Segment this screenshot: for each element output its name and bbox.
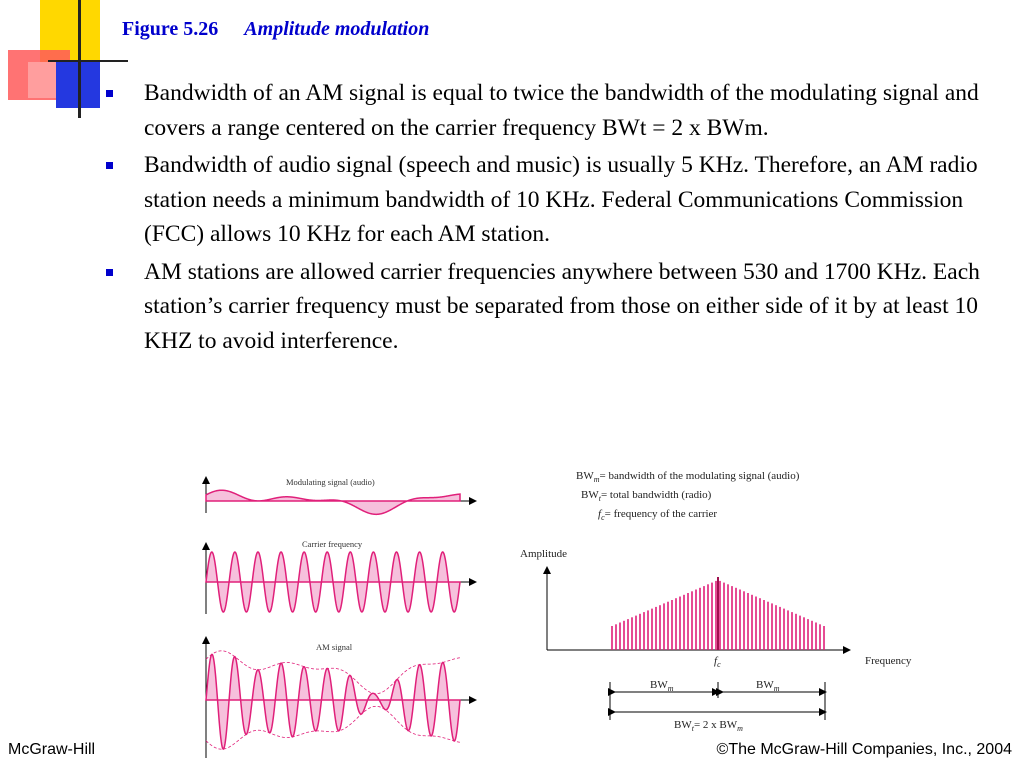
carrier-wave bbox=[206, 552, 460, 612]
bullet-text: Bandwidth of audio signal (speech and music) is usually 5 KHz. Therefore, an AM radio station needs a minimum bandwidth of 10 KHz. Federal Communications Commission (FCC) allows 10 KHz for each AM station. bbox=[144, 152, 978, 247]
am-spectrum-lines bbox=[612, 577, 824, 650]
legend-fc-text: = frequency of the carrier bbox=[604, 508, 718, 520]
bullet-square-icon bbox=[106, 162, 113, 169]
legend-bwm-symbol: BW bbox=[576, 470, 594, 482]
bwm-right-symbol: BW bbox=[756, 679, 774, 691]
fc-subscript: c bbox=[717, 660, 721, 669]
footer-copyright: ©The McGraw-Hill Companies, Inc., 2004 bbox=[716, 741, 1012, 758]
bullet-item bbox=[104, 148, 1004, 252]
bwt-subscript: t bbox=[691, 724, 694, 733]
bwt-equation-subscript: m bbox=[737, 724, 743, 733]
modulating-signal-wave bbox=[206, 490, 460, 514]
bwt-label bbox=[674, 719, 743, 733]
bullet-item bbox=[104, 76, 1004, 145]
bwm-right-label bbox=[756, 679, 780, 693]
legend-fc-symbol: f bbox=[598, 508, 602, 520]
bwt-symbol: BW bbox=[674, 719, 692, 731]
modulating-signal-label: Modulating signal (audio) bbox=[286, 477, 375, 487]
figure-number: Figure 5.26 bbox=[122, 18, 219, 40]
bwm-left-label bbox=[650, 679, 674, 693]
legend-bwt-symbol: BW bbox=[581, 489, 599, 501]
x-axis-label: Frequency bbox=[865, 655, 912, 667]
bullet-text: Bandwidth of an AM signal is equal to twice the bandwidth of the modulating signal and covers a range centered on the carrier frequency BWt = 2 x BWm. bbox=[144, 80, 979, 141]
bullet-text: AM stations are allowed carrier frequencies anywhere between 530 and 1700 KHz. Each station’s carrier frequency must be separated from those on either side of it by at least 10 KHZ to avoid interference. bbox=[144, 258, 980, 354]
legend-bwm-text: = bandwidth of the modulating signal (audio) bbox=[599, 470, 800, 482]
am-time-domain-figure bbox=[198, 468, 478, 760]
legend-fc bbox=[598, 508, 717, 522]
legend-bwt-text: = total bandwidth (radio) bbox=[600, 489, 712, 501]
legend-fc-subscript: c bbox=[601, 513, 605, 522]
legend-bwt bbox=[581, 489, 712, 503]
legend-bwt-subscript: t bbox=[598, 494, 601, 503]
carrier-frequency-label: Carrier frequency bbox=[302, 539, 363, 549]
slide-title bbox=[122, 18, 429, 41]
bullet-square-icon bbox=[106, 90, 113, 97]
carrier-frequency-tick-label bbox=[714, 655, 721, 669]
fc-symbol: f bbox=[714, 655, 718, 667]
bwm-left-symbol: BW bbox=[650, 679, 668, 691]
bullet-list bbox=[104, 76, 1004, 361]
legend-bwm bbox=[576, 470, 800, 484]
bwm-left-subscript: m bbox=[667, 684, 674, 693]
bwt-equation: = 2 x BW bbox=[693, 719, 738, 731]
legend-bwm-subscript: m bbox=[593, 475, 600, 484]
bwm-right-subscript: m bbox=[773, 684, 780, 693]
y-axis-label: Amplitude bbox=[520, 548, 568, 560]
footer-publisher: McGraw-Hill bbox=[8, 741, 96, 758]
decor-black-vline bbox=[78, 0, 81, 118]
bullet-square-icon bbox=[106, 269, 113, 276]
am-signal-label: AM signal bbox=[316, 642, 353, 652]
decor-black-hline bbox=[48, 60, 128, 62]
bullet-item bbox=[104, 255, 1004, 359]
figure-title: Amplitude modulation bbox=[244, 18, 430, 40]
am-frequency-domain-figure bbox=[512, 462, 932, 740]
